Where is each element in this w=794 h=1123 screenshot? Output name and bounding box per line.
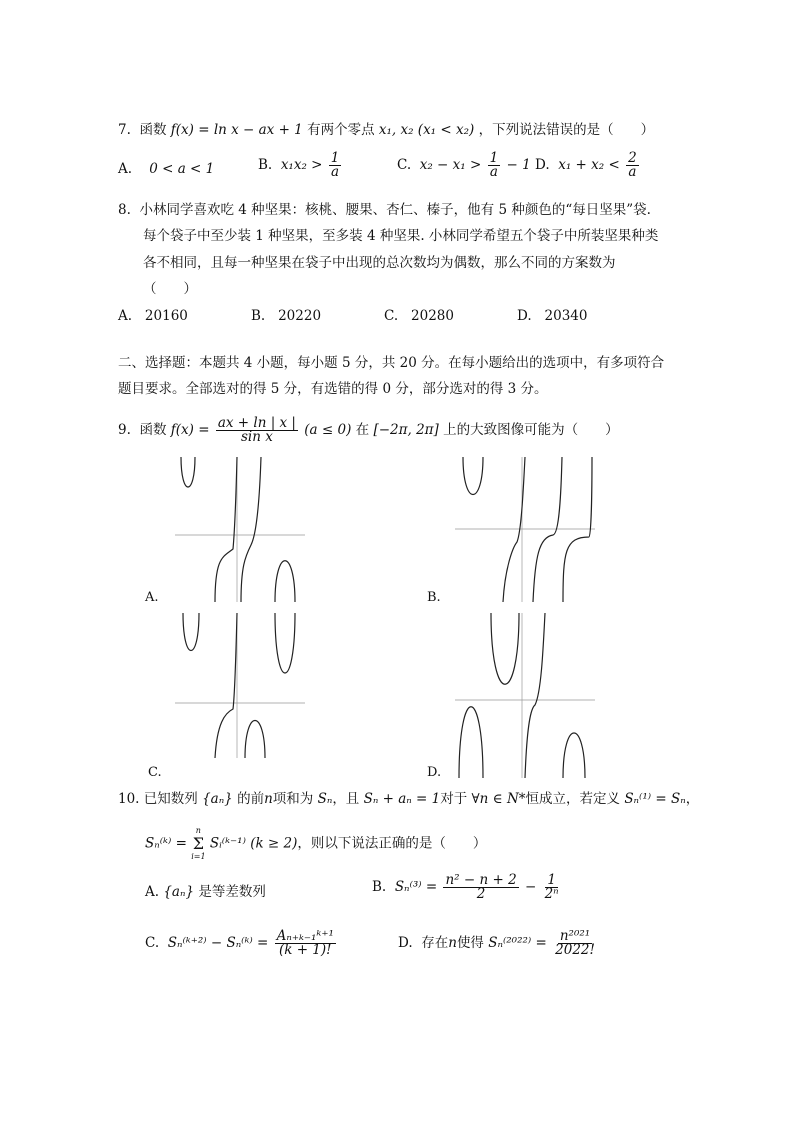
graph-a-plot	[175, 457, 305, 602]
curve-d4	[563, 733, 585, 778]
q8-option-d: D. 20340	[517, 308, 588, 324]
curve-b3	[533, 457, 562, 602]
graph-d-plot	[455, 613, 595, 778]
q8-number: 8.	[118, 202, 131, 218]
q10-option-c: C. Sₙ⁽ᵏ⁺²⁾ − Sₙ⁽ᵏ⁾ = $\frac{\text{Aₙ₊ₖ₋₁ᵏ⁺¹}}{(k + 1)!}$	[145, 928, 334, 958]
curve-d1	[491, 613, 519, 684]
q9-stem: 9. 函数 f(x) = $\frac{ax + \ln | x |}{\text{sin x}}$ (a ≤ 0) 在 [−2π, 2π] 上的大致图像可能为（ ）	[118, 415, 619, 445]
q8-option-c: C. 20280	[384, 308, 454, 324]
q10-line1: 10. 已知数列 {aₙ} 的前n项和为 Sₙ，且 Sₙ + aₙ = 1对于 ∀n ∈ N*恒成立，若定义 Sₙ⁽¹⁾ = Sₙ，	[118, 791, 700, 807]
q10-line2: Sₙ⁽ᵏ⁾ = n Σ i=1 Sᵢ⁽ᵏ⁻¹⁾ (k ≥ 2)，则以下说法正确的是（ ）	[145, 826, 487, 861]
q7-option-a: A. 0 < a < 1	[118, 161, 215, 177]
section2-line1: 二、选择题：本题共 4 小题，每小题 5 分，共 20 分。在每小题给出的选项中，有多项符合	[118, 355, 665, 371]
graph-d	[455, 613, 595, 778]
graph-b-label: B.	[427, 590, 441, 605]
q10-number: 10.	[118, 791, 140, 807]
curve-d3	[525, 613, 545, 778]
section2-line2: 题目要求。全部选对的得 5 分，有选错的得 0 分，部分选对的得 3 分。	[118, 381, 548, 397]
q7-function: f(x) = ln x − ax + 1	[170, 122, 303, 138]
graph-a	[175, 457, 305, 602]
graph-b	[455, 457, 595, 602]
q8-line4: （ ）	[143, 281, 197, 297]
curve-d2	[459, 707, 483, 778]
curve-b4	[563, 457, 592, 602]
curve-c3	[245, 721, 265, 759]
curve-c4	[275, 613, 295, 673]
curve-c1	[183, 613, 199, 651]
q7-option-d: D. x₁ + x₂ < $\frac{2}{a}$	[535, 150, 637, 180]
q8-option-b: B. 20220	[251, 308, 322, 324]
curve-a4	[275, 561, 295, 602]
graph-c-plot	[175, 613, 305, 758]
q7-number: 7.	[118, 122, 131, 138]
q10-option-d: D. 存在n使得 Sₙ⁽²⁰²²⁾ = $\frac{\text{n²⁰²¹}}{2022!}$	[398, 928, 595, 958]
graph-a-label: A.	[145, 590, 159, 605]
q7-prefix: 函数	[139, 122, 167, 138]
graph-c-label: C.	[148, 765, 162, 780]
curve-a3	[241, 457, 261, 602]
q8-line2: 每个袋子中至少装 1 种坚果，至多装 4 种坚果. 小林同学希望五个袋子中所装坚果种类	[143, 228, 659, 244]
q10-option-a: A. {aₙ} 是等差数列	[145, 884, 266, 900]
graph-d-label: D.	[427, 765, 442, 780]
q8-line3: 各不相同，且每一种坚果在袋子中出现的总次数均为偶数，那么不同的方案数为	[143, 255, 616, 271]
q7-mid: 有两个零点	[307, 122, 375, 138]
q7-zeros: x₁, x₂ (x₁ < x₂)	[378, 122, 475, 138]
q7-suffix: ，下列说法错误的是（ ）	[478, 122, 655, 138]
q8-line1: 8. 小林同学喜欢吃 4 种坚果：核桃、腰果、杏仁、榛子，他有 5 种颜色的“每日坚果”袋.	[118, 202, 651, 218]
q7-option-c: C. x₂ − x₁ > $\frac{1}{a}$ − 1	[397, 150, 531, 180]
q7-stem	[118, 121, 654, 139]
q10-option-b: B. Sₙ⁽³⁾ = $\frac{\text{n² − n + 2}}{2}$ − $\frac{1}{\text{2ⁿ}}$	[372, 872, 559, 902]
q7-option-b: B. x₁x₂ > $\frac{1}{a}$	[258, 150, 340, 180]
graph-c	[175, 613, 305, 758]
curve-a2	[215, 457, 237, 602]
curve-b1	[463, 457, 483, 495]
q9-number: 9.	[118, 422, 131, 438]
curve-c2	[215, 613, 237, 758]
graph-b-plot	[455, 457, 595, 602]
curve-a1	[181, 457, 195, 487]
q8-option-a: A. 20160	[118, 308, 188, 324]
